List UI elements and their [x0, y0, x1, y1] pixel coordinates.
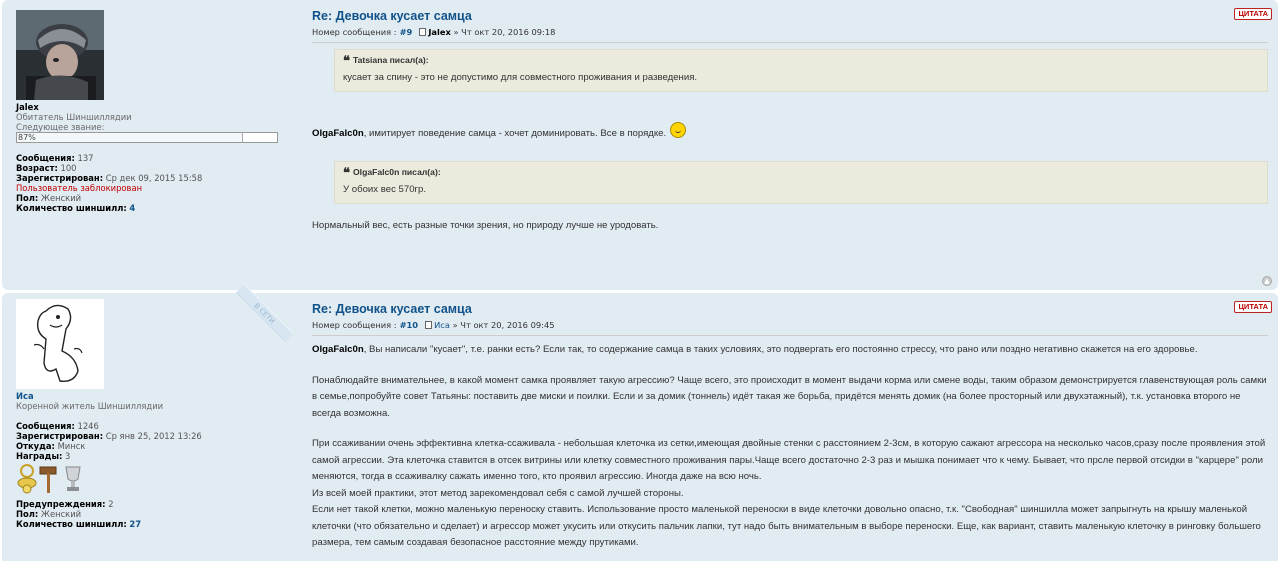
award-hammer-icon[interactable]: [38, 463, 60, 495]
post-body: [312, 301, 1268, 552]
smiley-icon: [670, 122, 686, 138]
post-paragraph: OlgaFalc0n, Вы написали "кусает", т.е. ранки есть? Если так, то содержание самца в таких условиях, это подвергать его постоянно стрессу, что рано или поздно негативно скажется на его здоровье.: [312, 344, 1198, 355]
chinchillas-link[interactable]: 4: [129, 203, 136, 213]
next-rank-label: Следующее звание:: [16, 122, 105, 132]
quote-block: [334, 161, 1268, 204]
stat-registered: Зарегистрирован: Ср янв 25, 2012 13:26: [16, 431, 202, 441]
stat-age: Возраст: 100: [16, 163, 77, 173]
stat-awards: Награды: 3: [16, 451, 71, 461]
post-meta: Номер сообщения : #10 Иса » Чт окт 20, 2016 09:45: [312, 320, 555, 330]
file-icon: [425, 321, 432, 329]
post-date: » Чт окт 20, 2016 09:45: [452, 320, 555, 330]
avatar[interactable]: [16, 299, 104, 389]
quote-author: OlgaFalc0n писал(а):: [353, 166, 441, 177]
post-number-link[interactable]: #9: [399, 27, 413, 37]
stat-messages: Сообщения: 1246: [16, 421, 99, 431]
stat-messages: Сообщения: 137: [16, 153, 94, 163]
post-number-link[interactable]: #10: [399, 320, 419, 330]
stat-chinchillas: Количество шиншилл: 27: [16, 519, 142, 529]
reply-line: OlgaFalc0n, имитирует поведение самца - хочет доминировать. Все в порядке.: [312, 122, 1268, 143]
post-profile: [16, 299, 282, 529]
post-author-link[interactable]: Иса: [434, 320, 450, 330]
online-badge: В СЕТИ: [236, 284, 294, 342]
post-9: [2, 0, 1278, 290]
quote-mark-icon: ❝: [343, 53, 350, 68]
award-cup-icon[interactable]: [62, 463, 84, 495]
username[interactable]: Jalex: [16, 102, 39, 112]
quote-button[interactable]: ЦИТАТА: [1234, 8, 1272, 20]
post-meta: Номер сообщения : #9 Jalex » Чт окт 20, 2016 09:18: [312, 27, 556, 37]
user-rank: Обитатель Шиншиллядии: [16, 112, 132, 122]
post-author-link[interactable]: Jalex: [428, 27, 451, 37]
post-content: [312, 49, 1268, 234]
quote-author: Tatsiana писал(а):: [353, 55, 429, 65]
stat-gender: Пол: Женский: [16, 509, 82, 519]
post-title[interactable]: Re: Девочка кусает самца: [312, 302, 472, 316]
blocked-status: Пользователь заблокирован: [16, 183, 143, 193]
quote-block: [334, 49, 1268, 92]
rank-progress-bar: [16, 132, 278, 143]
post-paragraph: Если нет такой клетки, можно маленькую переноску ставить. Использование просто маленькой переноски в виде клеточки довольно опасно, т.к. "Свободная" шиншилла может запрыгнуть на крышу маленькой клеточки (что обязательно и сделает) и агрессор может укусить или откусить пальчик лапки, тут надо быть внимательным в выборе переноски. Еще, как вариант, ставить маленькую клеточку в ринговку большего размера, тем самым создавая безопасное расстояние между прутиками.: [312, 504, 1261, 548]
reply-name: OlgaFalc0n: [312, 128, 364, 139]
post-10: [2, 293, 1278, 561]
post-text: Нормальный вес, есть разные точки зрения, но природу лучше не уродовать.: [312, 219, 659, 231]
avatar[interactable]: [16, 10, 104, 100]
post-title[interactable]: Re: Девочка кусает самца: [312, 9, 472, 23]
post-date: » Чт окт 20, 2016 09:18: [453, 27, 556, 37]
quote-text: кусает за спину - это не допустимо для совместного проживания и разведения.: [343, 72, 698, 83]
rank-progress-text: 87%: [18, 133, 36, 142]
stat-gender: Пол: Женский: [16, 193, 82, 203]
stat-registered: Зарегистрирован: Ср дек 09, 2015 15:58: [16, 173, 203, 183]
user-rank: Коренной житель Шиншиллядии: [16, 401, 164, 411]
post-paragraph: При ссаживании очень эффективна клетка-ссаживала - небольшая клеточка из сетки,имеющая двойные стенки с расстоянием 2-3см, в которую сажают агрессора на несколько часов,сразу после проявления этой самой агрессии. Эта клеточка ставится в отсек витрины или клетку совместного проживания пары.Чаще всего достаточно 2-3 раз и мышка понимает что к чему. Бывает, что прсле первой отсидки в "карцере" роли меняются, тогда в ссаживалку сажать именно того, кто проявил агрессию. Иногда даже на всю ночь.: [312, 438, 1266, 482]
post-paragraph: Понаблюдайте внимательнее, в какой момент самка проявляет такую агрессию? Чаще всего, это происходит в момент выдачи корма или смене воды, таким образом демонстрируется главенствующая роль самки в семье,попробуйте совет Татьяны: поставить две миски и поилки. Если и за домик (тоннель) идёт такая же борьба, придётся менять домик (на более просторный или двухэтажный), т.к. установка второго не всегда возможна.: [312, 374, 1267, 419]
award-icons: [16, 463, 282, 497]
stat-from: Откуда: Минск: [16, 441, 86, 451]
quote-button[interactable]: ЦИТАТА: [1234, 301, 1272, 313]
post-paragraph: Из всей моей практики, этот метод зарекомендовал себя с самой лучшей стороны.: [312, 487, 684, 499]
chinchillas-link[interactable]: 27: [129, 519, 142, 529]
post-profile: [16, 10, 282, 213]
quote-text: У обоих вес 570гр.: [343, 183, 427, 195]
scroll-top-icon[interactable]: ▲: [1262, 276, 1272, 286]
award-pacifier-icon[interactable]: [16, 463, 38, 495]
divider: [312, 42, 1268, 43]
stat-chinchillas: Количество шиншилл: 4: [16, 203, 136, 213]
file-icon: [419, 28, 426, 36]
post-body: [312, 8, 1268, 234]
username[interactable]: Иса: [16, 391, 34, 401]
post-content: [312, 342, 1268, 552]
rank-progress-fill: [17, 133, 243, 142]
stat-warnings: Предупреждения: 2: [16, 499, 114, 509]
divider: [312, 335, 1268, 336]
quote-mark-icon: ❝: [343, 164, 350, 180]
